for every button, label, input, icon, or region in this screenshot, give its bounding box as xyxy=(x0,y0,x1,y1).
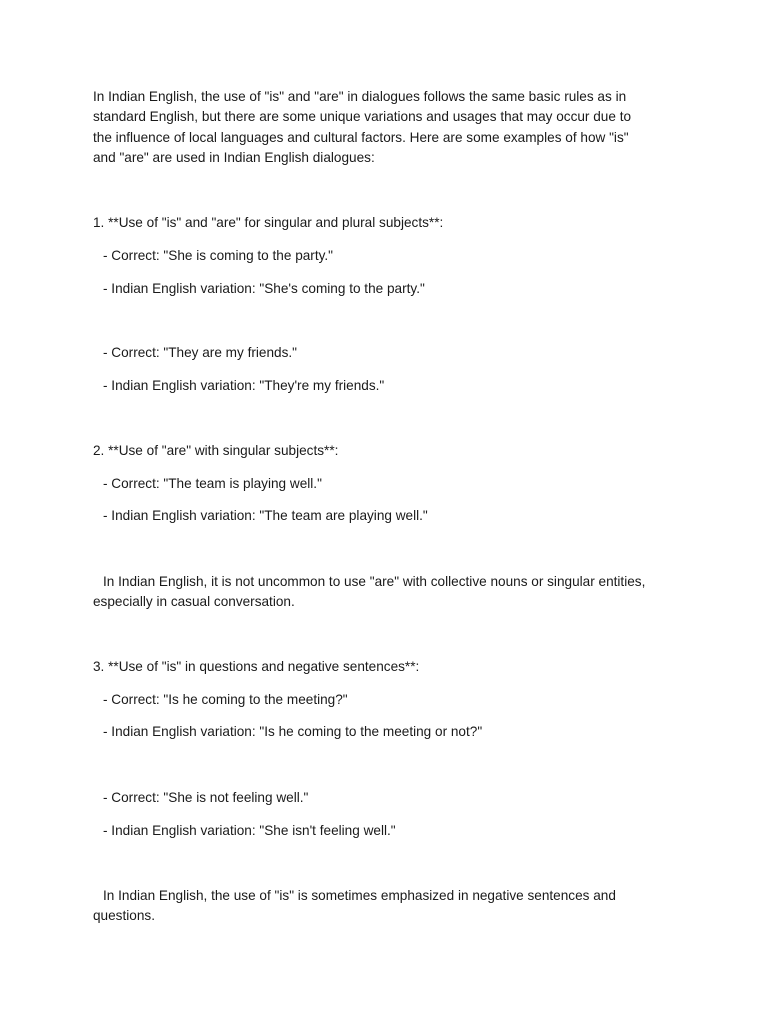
section-3-item-2: - Indian English variation: "Is he coming to the meeting or not?" xyxy=(103,724,483,739)
section-2-heading: 2. **Use of "are" with singular subjects**: xyxy=(93,443,339,458)
section-1-item-1: - Correct: "She is coming to the party." xyxy=(103,248,334,263)
section-3-item-1: - Correct: "Is he coming to the meeting?" xyxy=(103,692,348,707)
section-1-heading: 1. **Use of "is" and "are" for singular and plural subjects**: xyxy=(93,215,444,230)
section-2-item-2: - Indian English variation: "The team are playing well." xyxy=(103,508,428,523)
section-2-note-line-2: especially in casual conversation. xyxy=(93,594,295,609)
section-3-note-line-1: In Indian English, the use of "is" is sometimes emphasized in negative sentences and xyxy=(103,888,616,903)
section-1-item-2: - Indian English variation: "She's coming to the party." xyxy=(103,281,425,296)
intro-line-2: standard English, but there are some unique variations and usages that may occur due to xyxy=(93,109,632,124)
section-3-item-3: - Correct: "She is not feeling well." xyxy=(103,790,309,805)
intro-line-1: In Indian English, the use of "is" and "are" in dialogues follows the same basic rules as in xyxy=(93,89,627,104)
section-3-note-line-2: questions. xyxy=(93,908,155,923)
section-2-item-1: - Correct: "The team is playing well." xyxy=(103,476,322,491)
section-1-item-4: - Indian English variation: "They're my friends." xyxy=(103,378,385,393)
section-3-item-4: - Indian English variation: "She isn't feeling well." xyxy=(103,823,396,838)
intro-line-3: the influence of local languages and cultural factors. Here are some examples of how "is" xyxy=(93,130,629,145)
section-3-heading: 3. **Use of "is" in questions and negative sentences**: xyxy=(93,659,420,674)
intro-line-4: and "are" are used in Indian English dialogues: xyxy=(93,150,375,165)
section-1-item-3: - Correct: "They are my friends." xyxy=(103,345,297,360)
section-2-note-line-1: In Indian English, it is not uncommon to use "are" with collective nouns or singular entities, xyxy=(103,574,646,589)
